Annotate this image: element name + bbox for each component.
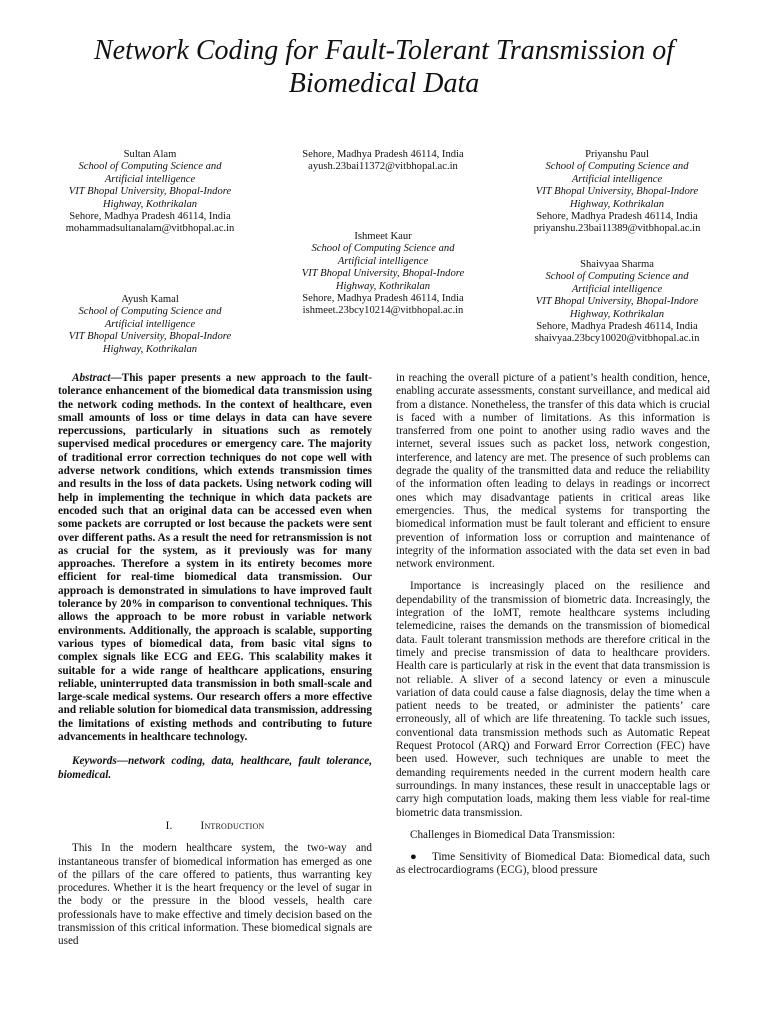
author-university: VIT Bhopal University, Bhopal-Indore Highway, Kothrikalan [535,186,699,210]
bullet-item-text: Time Sensitivity of Biomedical Data: Biomedical data, such as electrocardiograms (ECG), blood pressure [396,851,710,877]
author-affiliation: School of Computing Science and Artificial intelligence [78,161,222,185]
author-university: VIT Bhopal University, Bhopal-Indore Highway, Kothrikalan [301,268,465,292]
author-email: ayush.23bai11372@vitbhopal.ac.in [308,161,458,173]
abstract [58,372,372,744]
keywords-label: Keywords [72,755,117,768]
author-affiliation: School of Computing Science and Artificial intelligence [311,243,455,267]
author-location: Sehore, Madhya Pradesh 46114, India [302,149,464,160]
right-column [396,372,710,878]
bullet-item-1 [396,851,710,878]
abstract-dash: — [110,372,122,384]
section-number: I. [165,819,173,832]
intro-paragraph-1: This In the modern healthcare system, the two-way and instantaneous transfer of biomedical information has emerged as one of the pillars of the care offered to patients, thus warranting key procedures. Whether it is the heart frequency or the level of sugar in the body or the pressure in the blood vessels, health care professionals have to make effective and timely decision based on the transmission of this critical information. These biomedical signals are used [58,842,372,948]
author-email: mohammadsultanalam@vitbhopal.ac.in [65,223,235,235]
author-email: priyanshu.23bai11389@vitbhopal.ac.in [533,223,701,235]
abstract-text: This paper presents a new approach to the fault-tolerance enhancement of the biomedical data transmission using the network coding methods. In the context of healthcare, even small amounts of loss or time delays in data can have severe repercussions, particularly in situations such as remotely supervised medical procedures or emergency care. The majority of traditional error correction techniques do not cope well with adverse network conditions, which extends transmission times and results in the loss of data packets. Using network coding will help in implementing the technique in which data packets are encoded such that an original data can be accessed even when some packets are corrupted or lost because the packets were sent over different paths. As a result the need for retransmission is not as crucial for the system, as it previously was for many approaches. Therefore a system in its entirety becomes more efficient for real-time biomedical data transmission. Our approach is demonstrated in simulations to have improved fault tolerance by 20% in comparison to conventional techniques. This allows the approach to be more robust in variable network environments. Additionally, the approach is scalable, supporting various types of biomedical data, from basic vital signs to complex signals like ECG and EEG. This scalability makes it suitable for a wide range of healthcare applications, ensuring reliable, uninterrupted data transmission in both small-scale and large-scale medical systems. Our research offers a more effective and reliable solution for biomedical data transmission, addressing the limitations of existing methods and contributing to future advancements in healthcare technology. [58,372,372,744]
author-location: Sehore, Madhya Pradesh 46114, India [536,211,698,223]
author-email: ishmeet.23bcy10214@vitbhopal.ac.in [302,305,464,317]
author-block-4 [522,149,712,236]
abstract-label: Abstract [72,372,111,384]
intro-paragraph-2: Importance is increasingly placed on the resilience and dependability of the transmission of biometric data. Increasingly, the integration of the IoMT, remote healthcare systems including telemedicine, raises the demands on the transmission of biomedical data. Fault tolerant transmission methods are therefore critical in the timely and precise transmission of data to healthcare providers. Health care is particularly at risk in the event that data transmission is not reliable. A sliver of a second latency or even a minuscule variation of data could cause a false diagnosis, delay the time when a patient needs to be treated, or administer the patients’ care erroneously, all of which are life threatening. To tackle such issues, conventional data transmission methods such as Automatic Repeat Request Protocol (ARQ) and Forward Error Correction (FEC) have been used. However, such techniques are unable to meet the demanding requirements needed in the current modern health care surroundings. In many instances, these result in unacceptable lags or carry high computation loads, making them less viable for real-time biometric data transmission. [396,580,710,819]
left-column [58,372,372,949]
author-block-2-contact [288,149,478,174]
keywords-text: network coding, data, healthcare, fault tolerance, biomedical. [58,755,372,781]
section-heading-introduction [58,820,372,833]
author-block-3 [288,231,478,318]
author-university: VIT Bhopal University, Bhopal-Indore Highway, Kothrikalan [68,331,232,355]
author-name: Priyanshu Paul [585,149,649,160]
author-affiliation: School of Computing Science and Artificial intelligence [78,306,222,330]
author-location: Sehore, Madhya Pradesh 46114, India [536,321,698,333]
bullet-icon: ● [410,851,417,864]
author-name: Ayush Kamal [121,294,179,305]
author-block-5 [522,259,712,346]
author-email: shaivyaa.23bcy10020@vitbhopal.ac.in [534,333,700,345]
author-university: VIT Bhopal University, Bhopal-Indore Highway, Kothrikalan [535,296,699,320]
author-block-1 [55,149,245,236]
author-affiliation: School of Computing Science and Artificial intelligence [545,161,689,185]
author-name: Ishmeet Kaur [354,231,412,242]
keywords [58,755,372,782]
author-location: Sehore, Madhya Pradesh 46114, India [69,211,231,223]
intro-paragraph-1-continued: in reaching the overall picture of a patient’s health condition, hence, enabling accurate assessments, constant surveillance, and medical aid from a distance. Nonetheless, the transfer of this data which is crucial is faced with a number of limitations. As this information is transferred from one point to another using radio waves and the internet, several issues such as packet loss, network congestion, interference, and latency are met. The presence of such problems can degrade the quality of the transmitted data and reduce the reliability of the information often leading to delays in readings or incorrect ones which may disadvantage patients in critical areas like emergencies. Thus, the medical systems for transporting the biomedical information must be fault tolerant and efficient to ensure prevention of information loss or corruption and maintenance of integrity of the information associated with the data set even in bad network environment. [396,372,710,571]
paper-title: Network Coding for Fault-Tolerant Transmission of Biomedical Data [93,35,675,99]
keywords-dash: — [116,755,128,768]
section-title: Introduction [200,819,265,832]
author-name: Shaivyaa Sharma [580,259,654,270]
author-university: VIT Bhopal University, Bhopal-Indore Highway, Kothrikalan [68,186,232,210]
author-affiliation: School of Computing Science and Artificial intelligence [545,271,689,295]
challenges-heading: Challenges in Biomedical Data Transmission: [410,828,616,841]
author-location: Sehore, Madhya Pradesh 46114, India [302,293,464,305]
author-name: Sultan Alam [123,149,177,160]
author-block-2 [55,294,245,356]
